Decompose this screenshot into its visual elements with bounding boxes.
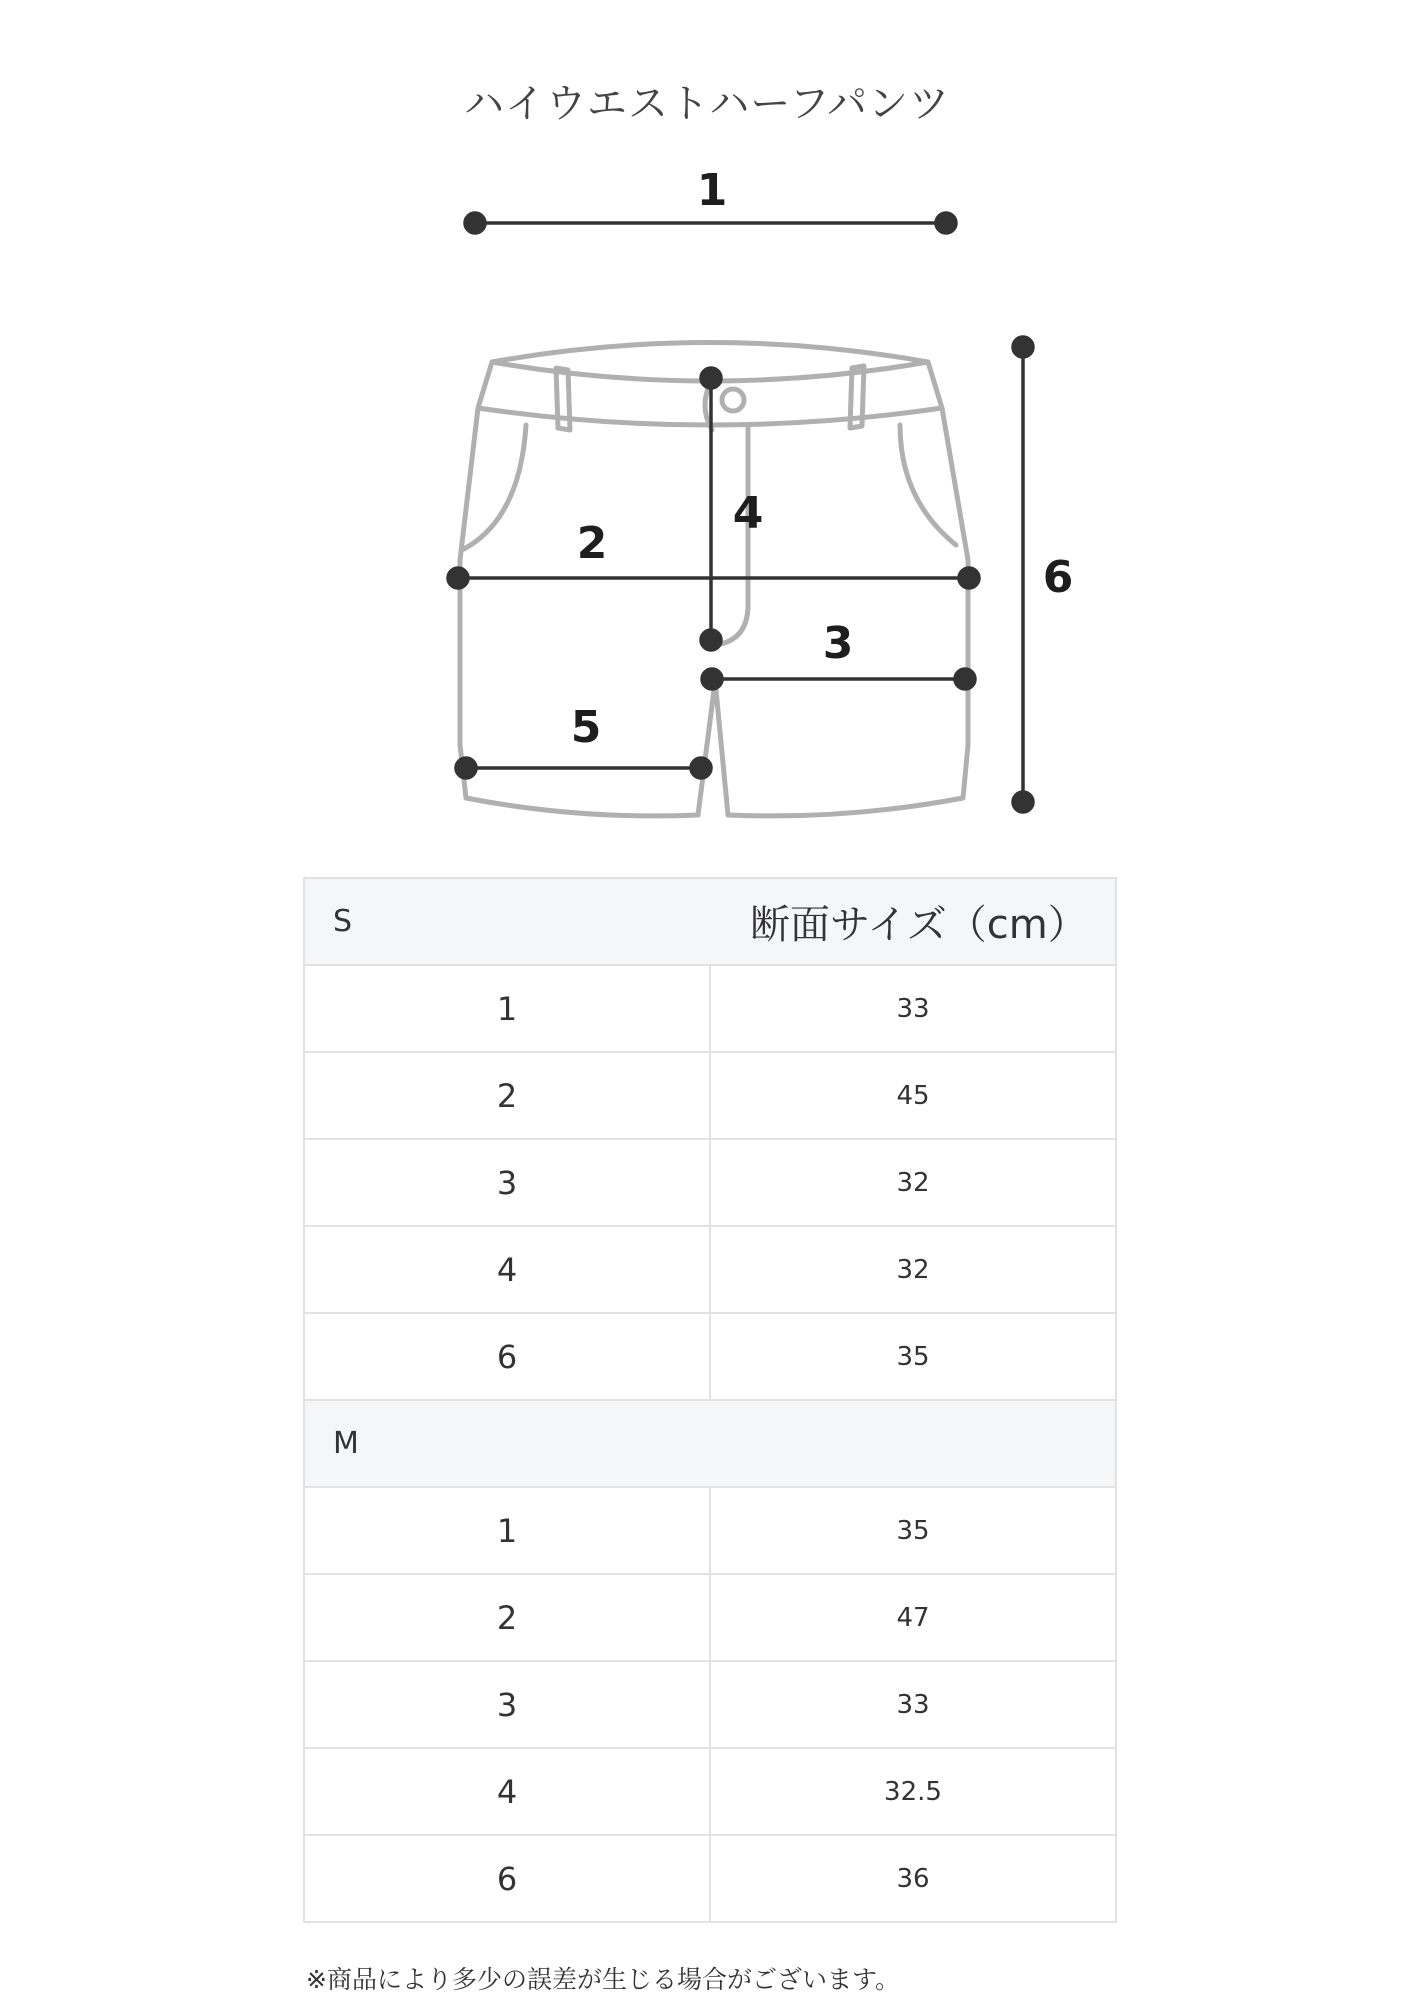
measurement-number: 4 — [304, 1226, 710, 1313]
measurement-value: 32 — [710, 1226, 1116, 1313]
measurement-label-4: 4 — [732, 488, 764, 539]
measurement-label-1: 1 — [696, 165, 728, 216]
table-header — [710, 878, 1116, 965]
size-group-header-s — [304, 878, 1116, 965]
measurement-number: 2 — [304, 1574, 710, 1661]
measurement-value: 35 — [710, 1487, 1116, 1574]
table-row — [304, 1487, 1116, 1574]
measurement-number: 4 — [304, 1748, 710, 1835]
size-group-header-m — [304, 1400, 1116, 1487]
measurement-number: 2 — [304, 1052, 710, 1139]
measurement-value: 33 — [710, 965, 1116, 1052]
measurement-label-5: 5 — [570, 702, 602, 753]
size-label-m: M — [304, 1400, 710, 1487]
measurement-number: 6 — [304, 1313, 710, 1400]
table-row — [304, 1574, 1116, 1661]
table-row — [304, 1226, 1116, 1313]
shorts-measurement-diagram — [0, 0, 1414, 850]
measurement-value: 35 — [710, 1313, 1116, 1400]
disclaimer-note: ※商品により多少の誤差が生じる場合がございます。 — [306, 1965, 900, 1994]
size-group-header-blank — [710, 1400, 1116, 1487]
measurement-label-6: 6 — [1042, 552, 1074, 603]
measurement-number: 3 — [304, 1661, 710, 1748]
table-row — [304, 965, 1116, 1052]
measurement-number: 6 — [304, 1835, 710, 1922]
table-row — [304, 1748, 1116, 1835]
table-row — [304, 1139, 1116, 1226]
page-title: ハイウエストハーフパンツ — [464, 81, 950, 127]
measurement-number: 3 — [304, 1139, 710, 1226]
size-label-s: S — [304, 878, 710, 965]
measurement-value: 36 — [710, 1835, 1116, 1922]
table-row — [304, 1052, 1116, 1139]
measurement-label-3: 3 — [822, 618, 854, 669]
measurement-value: 32.5 — [710, 1748, 1116, 1835]
measurement-value: 33 — [710, 1661, 1116, 1748]
table-row — [304, 1313, 1116, 1400]
size-table — [303, 877, 1117, 1923]
measurement-value: 47 — [710, 1574, 1116, 1661]
measurement-value: 45 — [710, 1052, 1116, 1139]
measurement-label-2: 2 — [576, 518, 608, 569]
measurement-number: 1 — [304, 965, 710, 1052]
table-row — [304, 1835, 1116, 1922]
table-header-text: 断面サイズ（cm） — [750, 902, 1088, 948]
measurement-number: 1 — [304, 1487, 710, 1574]
table-row — [304, 1661, 1116, 1748]
measurement-value: 32 — [710, 1139, 1116, 1226]
